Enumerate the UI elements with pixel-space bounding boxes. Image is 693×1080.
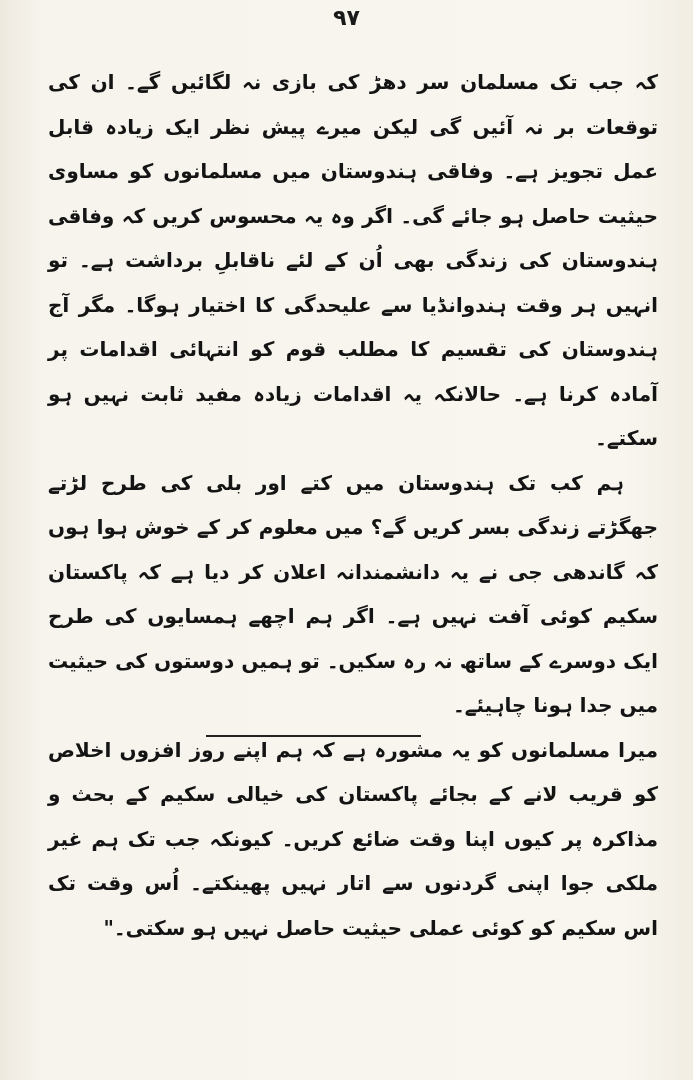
body-text (48, 60, 658, 950)
page-number: ۹۷ (333, 6, 360, 31)
paragraph-2: ہم کب تک ہندوستان میں کتے اور بلی کی طرح لڑتے جھگڑتے زندگی بسر کریں گے؟ میں معلوم کر کے خوش ہوا ہوں کہ گاندھی جی نے یہ دانشمندانہ اعلان کر دیا ہے کہ پاکستان سکیم کوئی آفت نہیں ہے۔ اگر ہم اچھے ہمسایوں کی طرح ایک دوسرے کے ساتھ نہ رہ سکیں۔ تو ہمیں دوستوں کی حیثیت میں جدا ہونا چاہیئے۔ (48, 470, 658, 717)
paragraph-1: کہ جب تک مسلمان سر دھڑ کی بازی نہ لگائیں گے۔ ان کی توقعات بر نہ آئیں گی لیکن میرے پیش نظر ایک زیادہ قابل عمل تجویز ہے۔ وفاقی ہندوستان میں مسلمانوں کو مساوی حیثیت حاصل ہو جائے گی۔ اگر وہ یہ محسوس کریں کہ وفاقی ہندوستان کی زندگی بھی اُن کے لئے ناقابلِ برداشت ہے۔ تو انہیں ہر وقت ہندوانڈیا سے علیحدگی کا اختیار ہوگا۔ مگر آج ہندوستان کی تقسیم کا مطلب قوم کو انتہائی اقدامات پر آمادہ کرنا ہے۔ حالانکہ یہ اقدامات زیادہ مفید ثابت نہیں ہو سکتے۔ (48, 70, 658, 450)
section-divider (206, 735, 421, 737)
paragraph-3: میرا مسلمانوں کو یہ مشورہ ہے کہ ہم اپنے روز افزوں اخلاص کو قریب لانے کے بجائے پاکستان کی خیالی سکیم کے بحث و مذاکرہ پر کیوں اپنا وقت ضائع کریں۔ کیونکہ جب تک ہم غیر ملکی جوا اپنی گردنوں سے اتار نہیں پھینکتے۔ اُس وقت تک اس سکیم کو کوئی عملی حیثیت حاصل نہیں ہو سکتی۔" (48, 737, 658, 940)
